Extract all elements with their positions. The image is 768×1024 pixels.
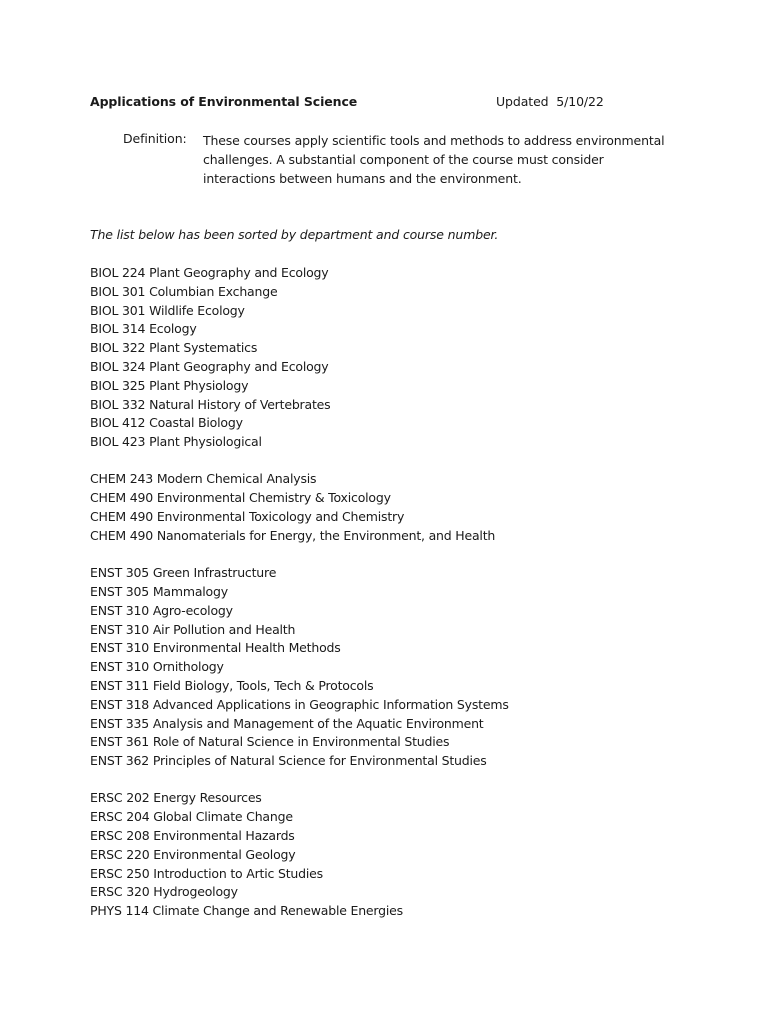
course-item: CHEM 490 Nanomaterials for Energy, the Environment, and Health (90, 527, 496, 543)
course-item: ENST 310 Ornithology (90, 659, 224, 675)
course-item: ENST 305 Green Infrastructure (90, 565, 277, 581)
course-item: ENST 305 Mammalogy (90, 583, 228, 599)
course-item: CHEM 243 Modern Chemical Analysis (90, 471, 317, 487)
course-item: PHYS 114 Climate Change and Renewable Energies (90, 903, 403, 919)
course-group (90, 264, 730, 452)
definition-label: Definition: (123, 131, 187, 146)
course-item: ERSC 208 Environmental Hazards (90, 828, 295, 844)
definition-line: interactions between humans and the environment. (203, 171, 522, 186)
course-item: ENST 362 Principles of Natural Science for Environmental Studies (90, 753, 487, 769)
document-title: Applications of Environmental Science (90, 94, 358, 109)
course-item: ERSC 250 Introduction to Artic Studies (90, 865, 323, 881)
course-item: ENST 310 Air Pollution and Health (90, 621, 296, 637)
course-item: CHEM 490 Environmental Toxicology and Chemistry (90, 509, 405, 525)
course-item: BIOL 301 Columbian Exchange (90, 283, 278, 299)
course-item: BIOL 314 Ecology (90, 321, 197, 337)
course-list (90, 264, 730, 940)
course-item: BIOL 301 Wildlife Ecology (90, 302, 245, 318)
course-item: ERSC 202 Energy Resources (90, 790, 262, 806)
course-item: ERSC 220 Environmental Geology (90, 846, 296, 862)
course-item: ENST 310 Environmental Health Methods (90, 640, 341, 656)
course-item: ENST 310 Agro-ecology (90, 602, 233, 618)
course-item: BIOL 324 Plant Geography and Ecology (90, 358, 329, 374)
definition-line: challenges. A substantial component of the course must consider (203, 152, 604, 167)
course-item: CHEM 490 Environmental Chemistry & Toxicology (90, 490, 391, 506)
definition-text (203, 131, 673, 188)
course-item: ERSC 204 Global Climate Change (90, 809, 293, 825)
course-item: ENST 318 Advanced Applications in Geographic Information Systems (90, 696, 509, 712)
course-item: BIOL 412 Coastal Biology (90, 415, 243, 431)
course-item: BIOL 322 Plant Systematics (90, 340, 258, 356)
sort-note: The list below has been sorted by department and course number. (90, 227, 499, 242)
course-group (90, 564, 730, 771)
course-group (90, 789, 730, 921)
course-item: BIOL 332 Natural History of Vertebrates (90, 396, 331, 412)
course-item: BIOL 224 Plant Geography and Ecology (90, 265, 329, 280)
course-item: ENST 335 Analysis and Management of the Aquatic Environment (90, 715, 484, 731)
course-item: ERSC 320 Hydrogeology (90, 884, 238, 900)
definition-line: These courses apply scientific tools and methods to address environmental (203, 133, 665, 148)
course-item: BIOL 325 Plant Physiology (90, 377, 249, 393)
course-item: ENST 361 Role of Natural Science in Environmental Studies (90, 734, 450, 750)
course-group (90, 470, 730, 545)
course-item: ENST 311 Field Biology, Tools, Tech & Protocols (90, 677, 374, 693)
course-item: BIOL 423 Plant Physiological (90, 434, 262, 450)
updated-date: Updated 5/10/22 (496, 94, 604, 109)
